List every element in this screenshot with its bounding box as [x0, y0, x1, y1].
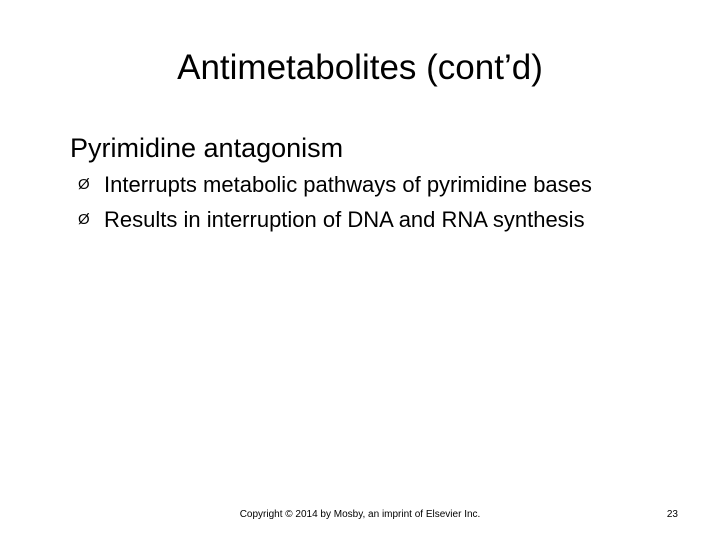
sub-bullet-item [78, 203, 585, 237]
copyright-footer: Copyright © 2014 by Mosby, an imprint of Elsevier Inc. [239, 509, 481, 520]
bullet-text: Pyrimidine antagonism [70, 133, 344, 163]
page-number: 23 [666, 509, 678, 520]
slide-title: Antimetabolites (cont’d) [177, 48, 543, 87]
sub-bullet-text: Interrupts metabolic pathways of pyrimidine bases [104, 172, 592, 197]
arrowhead-bullet-icon: Ø [78, 211, 90, 228]
bullet-item [48, 130, 343, 166]
arrowhead-bullet-icon: Ø [78, 176, 90, 193]
sub-bullet-item [78, 168, 592, 202]
sub-bullet-text: Results in interruption of DNA and RNA synthesis [104, 207, 585, 232]
